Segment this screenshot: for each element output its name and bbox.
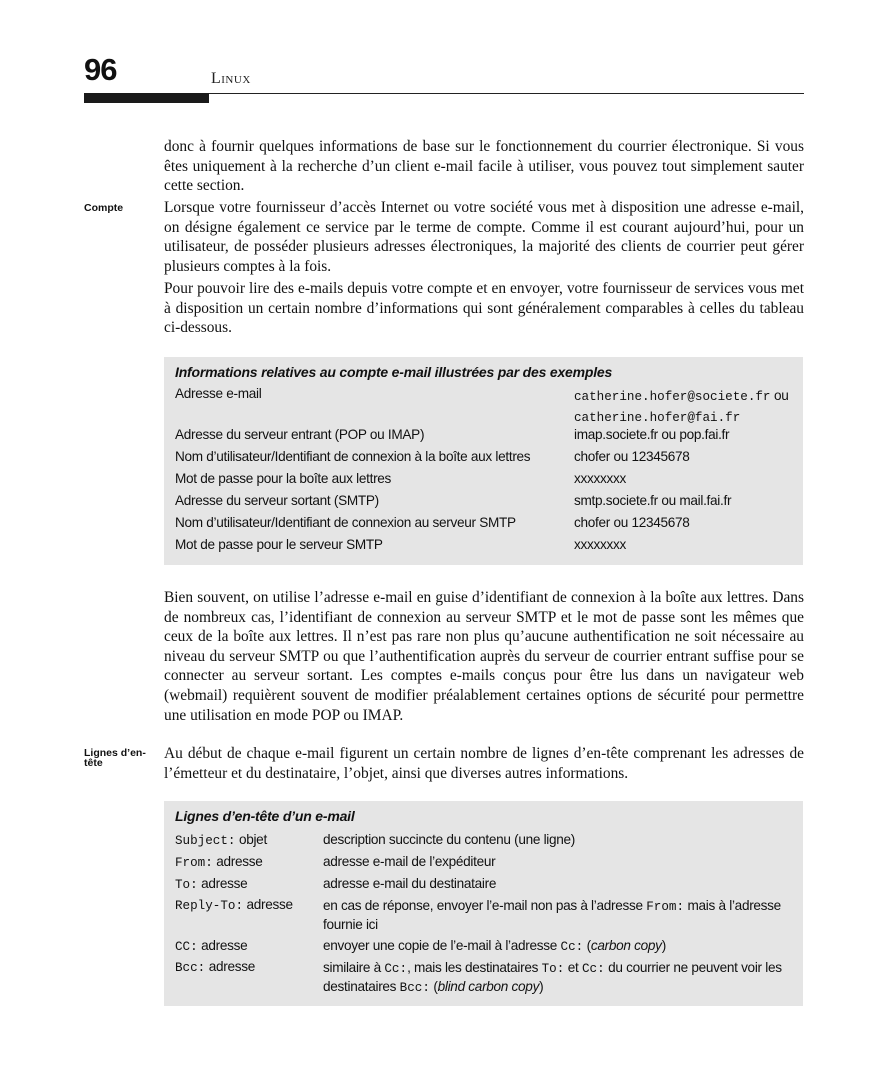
desc-text: (: [429, 979, 438, 994]
field-arg: adresse: [243, 897, 293, 912]
row-label: Nom d’utilisateur/Identifiant de connexion à la boîte aux lettres: [175, 449, 531, 464]
field-name: Bcc:: [175, 961, 206, 975]
paragraph-compte: Lorsque votre fournisseur d’accès Internet ou votre société vous met à disposition une adresse e-mail, on désigne également ce service par le terme de compte. Comme il est courant aujourd’hui, pour un utilisateur, de posséder plusieurs adresses électroniques, la majorité des clients de courrier peut gérer plusieurs comptes à la fois.: [164, 199, 804, 275]
field-description: adresse e-mail de l’expéditeur: [323, 854, 496, 869]
desc-text: ): [539, 979, 544, 994]
desc-code: To:: [541, 962, 565, 976]
desc-text: ): [661, 938, 666, 953]
header-lines-table: [164, 801, 803, 1006]
page-number: 96: [84, 52, 117, 87]
row-label: Mot de passe pour la boîte aux lettres: [175, 471, 392, 486]
desc-text: du courrier ne peuvent voir les destinataires: [323, 960, 782, 994]
field-arg: adresse: [212, 854, 263, 869]
paragraph-identifiant: Bien souvent, on utilise l’adresse e-mail en guise d’identifiant de connexion à la boîte aux lettres. Dans de nombreux cas, l’identifiant de connexion au serveur SMTP et le mot de passe sont les mêmes que ceux de la boîte aux lettres. Il n’est pas rare non plus qu’aucune authentification ne soit nécessaire au niveau du serveur SMTP ou que l’authentification auprès du serveur de courrier entrant suffise pour se connecter au serveur sortant. Les comptes e-mails conçus pour être lus dans un navigateur web (webmail) requièrent souvent de modifier préalablement certaines options de sécurité pour permettre une utilisation en mode POP ou IMAP.: [164, 589, 804, 724]
table-row: [175, 897, 795, 937]
header-field: [175, 959, 255, 975]
desc-code: Bcc:: [399, 981, 430, 995]
desc-text: (: [583, 938, 591, 953]
row-value: chofer ou 12345678: [574, 449, 690, 464]
desc-text: et: [564, 960, 582, 975]
desc-text: envoyer une copie de l’e-mail à l’adresse: [323, 938, 561, 953]
conjunction: ou: [770, 388, 789, 403]
desc-code: Cc:: [384, 962, 408, 976]
table-title: Lignes d’en-tête d’un e-mail: [175, 808, 355, 824]
field-description: [323, 959, 798, 997]
table-row: [175, 832, 795, 854]
table-row: [175, 938, 795, 960]
field-name: From:: [175, 856, 213, 870]
margin-note-compte: Compte: [84, 202, 124, 214]
desc-text: , mais les destinataires: [407, 960, 542, 975]
field-name: CC:: [175, 940, 198, 954]
email-example: catherine.hofer@fai.fr: [574, 411, 741, 425]
desc-italic: blind carbon copy: [437, 979, 540, 994]
desc-italic: carbon copy: [590, 938, 662, 953]
row-value: chofer ou 12345678: [574, 515, 690, 530]
email-example: catherine.hofer@societe.fr: [574, 390, 771, 404]
field-description: [323, 938, 666, 954]
table-row: [175, 493, 795, 515]
header-field: [175, 876, 247, 892]
running-title: Linux: [211, 70, 251, 87]
table-title: Informations relatives au compte e-mail illustrées par des exemples: [175, 364, 613, 380]
table-row: [175, 854, 795, 876]
row-label: Adresse e-mail: [175, 386, 262, 401]
field-arg: adresse: [197, 876, 248, 891]
row-label: Adresse du serveur sortant (SMTP): [175, 493, 379, 508]
field-name: Reply-To:: [175, 899, 244, 913]
table-row: [175, 959, 795, 999]
field-arg: adresse: [197, 938, 248, 953]
paragraph-en-tete: Au début de chaque e-mail figurent un certain nombre de lignes d’en-tête comprenant les adresses de l’émetteur et du destinataire, l’objet, ainsi que diverses autres informations.: [164, 745, 804, 782]
account-info-table: [164, 357, 803, 565]
table-row: [175, 386, 795, 426]
paragraph-intro: donc à fournir quelques informations de base sur le fonctionnement du courrier électronique. Si vous êtes uniquement à la recherche d’un client e-mail facile à utiliser, vous pouvez tout simplement sauter cette section.: [164, 138, 804, 195]
row-value: smtp.societe.fr ou mail.fai.fr: [574, 493, 732, 508]
table-row: [175, 449, 795, 471]
desc-code: From:: [646, 900, 685, 914]
field-arg: objet: [235, 832, 267, 847]
header-field: [175, 854, 263, 870]
field-name: Subject:: [175, 834, 236, 848]
paragraph-informations: Pour pouvoir lire des e-mails depuis votre compte et en envoyer, votre fournisseur de services vous met à disposition un certain nombre d’informations qui sont généralement comparables à celles du tableau ci-dessous.: [164, 280, 804, 337]
header-field: [175, 897, 293, 913]
row-value: imap.societe.fr ou pop.fai.fr: [574, 427, 730, 442]
row-label: Adresse du serveur entrant (POP ou IMAP): [175, 427, 425, 442]
table-row: [175, 515, 795, 537]
field-name: To:: [175, 878, 198, 892]
header-field: [175, 832, 267, 848]
desc-text: mais à l’adresse fournie ici: [323, 898, 781, 932]
field-description: description succincte du contenu (une ligne): [323, 832, 576, 847]
desc-text: similaire à: [323, 960, 385, 975]
row-label: Mot de passe pour le serveur SMTP: [175, 537, 383, 552]
desc-code: Cc:: [560, 940, 584, 954]
field-arg: adresse: [205, 959, 255, 974]
row-value: xxxxxxxx: [574, 471, 626, 486]
field-description: [323, 897, 798, 934]
desc-text: en cas de réponse, envoyer l’e-mail non pas à l’adresse: [323, 898, 647, 913]
header-field: [175, 938, 247, 954]
row-value: xxxxxxxx: [574, 537, 626, 552]
desc-code: Cc:: [582, 962, 605, 976]
table-row: [175, 471, 795, 493]
row-value: [574, 386, 789, 428]
table-row: [175, 537, 795, 559]
header-bar: [84, 93, 209, 103]
field-description: adresse e-mail du destinataire: [323, 876, 497, 891]
row-label: Nom d’utilisateur/Identifiant de connexion au serveur SMTP: [175, 515, 516, 530]
table-row: [175, 427, 795, 449]
table-row: [175, 876, 795, 898]
margin-note-lignes: Lignes d’en-tête: [84, 747, 146, 769]
